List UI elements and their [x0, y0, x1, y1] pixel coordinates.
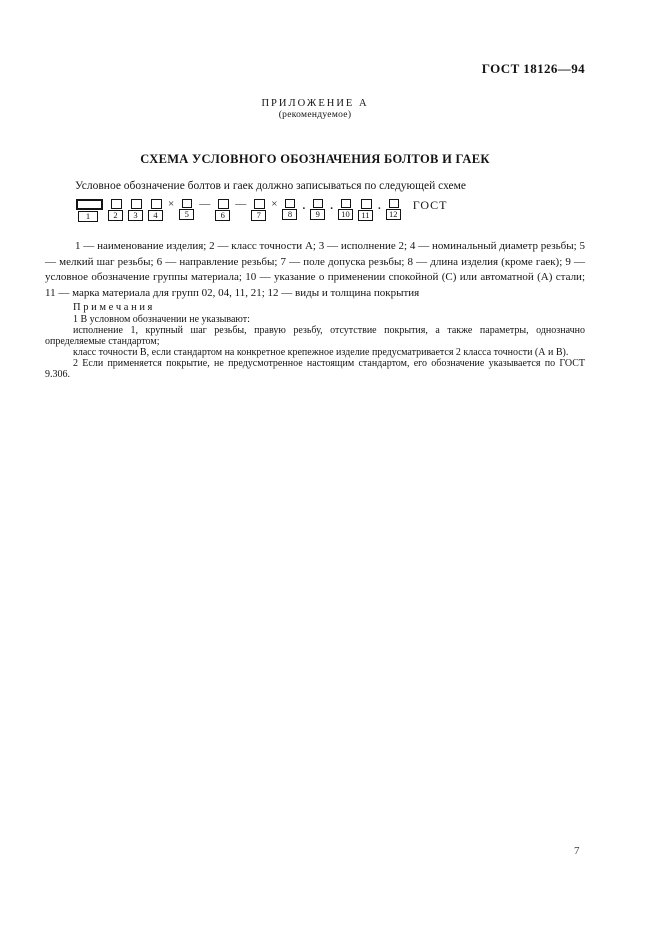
separator-dot-1: .	[302, 200, 306, 212]
value-box-7	[254, 199, 265, 209]
scheme-unit-2	[108, 199, 123, 221]
value-box-9	[313, 199, 323, 208]
separator-dot-3: .	[377, 200, 381, 212]
scheme-unit-3	[128, 199, 143, 221]
notes-heading: П р и м е ч а н и я	[73, 302, 153, 313]
note-1-item-2: класс точности В, если стандартом на конкретное крепежное изделие предусматривается 2 класса точности (А и В).	[73, 347, 569, 358]
gost-label: ГОСТ	[412, 198, 448, 212]
scheme-unit-12	[386, 199, 401, 220]
value-box-11	[361, 199, 372, 209]
appendix-subtitle: (рекомендуемое)	[278, 110, 352, 120]
section-title: СХЕМА УСЛОВНОГО ОБОЗНАЧЕНИЯ БОЛТОВ И ГАЕК	[140, 152, 490, 166]
note-1-item-1: исполнение 1, крупный шаг резьбы, правую резьбу, отсутствие покрытия, а также параметры, однозначно определяемые стандартом;	[45, 325, 585, 347]
page-number: 7	[574, 845, 580, 857]
notes-section	[45, 302, 585, 380]
appendix-title: ПРИЛОЖЕНИЕ А	[261, 98, 369, 109]
number-box-12: 12	[386, 209, 401, 220]
number-box-10: 10	[338, 209, 353, 220]
value-box-3	[131, 199, 142, 209]
number-box-4: 4	[148, 210, 163, 221]
scheme-unit-5	[179, 199, 194, 220]
number-box-8: 8	[282, 209, 297, 220]
separator-dash-2: —	[235, 198, 247, 210]
value-box-12	[389, 199, 399, 208]
designation-scheme-diagram	[76, 199, 585, 222]
number-box-6: 6	[215, 210, 230, 221]
scheme-unit-1	[76, 199, 103, 222]
legend-text: 1 — наименование изделия; 2 — класс точности А; 3 — исполнение 2; 4 — номинальный диаметр резьбы; 5 — мелкий шаг резьбы; 6 — направление резьбы; 7 — поле допуска резьбы; 8 — длина изделия (кроме гаек); 9 — условное обозначение группы материала; 10 — указание о применении спокойной (С) или автоматной (А) стали; 11 — марка материала для групп 02, 04, 11, 21; 12 — виды и толщина покрытия	[45, 240, 585, 299]
number-box-5: 5	[179, 209, 194, 220]
separator-multiply-1: ×	[168, 198, 175, 210]
number-box-7: 7	[251, 210, 266, 221]
separator-multiply-2: ×	[271, 198, 278, 210]
scheme-unit-9	[310, 199, 325, 220]
value-box-1	[76, 199, 103, 210]
scheme-unit-8	[282, 199, 297, 220]
number-box-9: 9	[310, 209, 325, 220]
value-box-5	[182, 199, 192, 208]
number-box-1: 1	[78, 211, 98, 222]
intro-text: Условное обозначение болтов и гаек должно записываться по следующей схеме	[75, 180, 467, 192]
value-box-10	[341, 199, 351, 208]
standard-number: ГОСТ 18126—94	[481, 61, 585, 76]
scheme-unit-10	[338, 199, 353, 220]
number-box-2: 2	[108, 210, 123, 221]
scheme-unit-11	[358, 199, 373, 221]
number-box-11: 11	[358, 210, 373, 221]
scheme-unit-7	[251, 199, 266, 221]
scheme-unit-4	[148, 199, 163, 221]
value-box-8	[285, 199, 295, 208]
page-content	[45, 0, 585, 380]
note-1-intro: 1 В условном обозначении не указывают:	[73, 314, 250, 325]
separator-dash-1: —	[199, 198, 211, 210]
number-box-3: 3	[128, 210, 143, 221]
value-box-2	[111, 199, 122, 209]
note-2: 2 Если применяется покрытие, не предусмотренное настоящим стандартом, его обозначение указывается по ГОСТ 9.306.	[45, 358, 585, 380]
separator-dot-2: .	[330, 200, 333, 212]
value-box-4	[151, 199, 162, 209]
scheme-unit-6	[215, 199, 230, 221]
value-box-6	[218, 199, 229, 209]
